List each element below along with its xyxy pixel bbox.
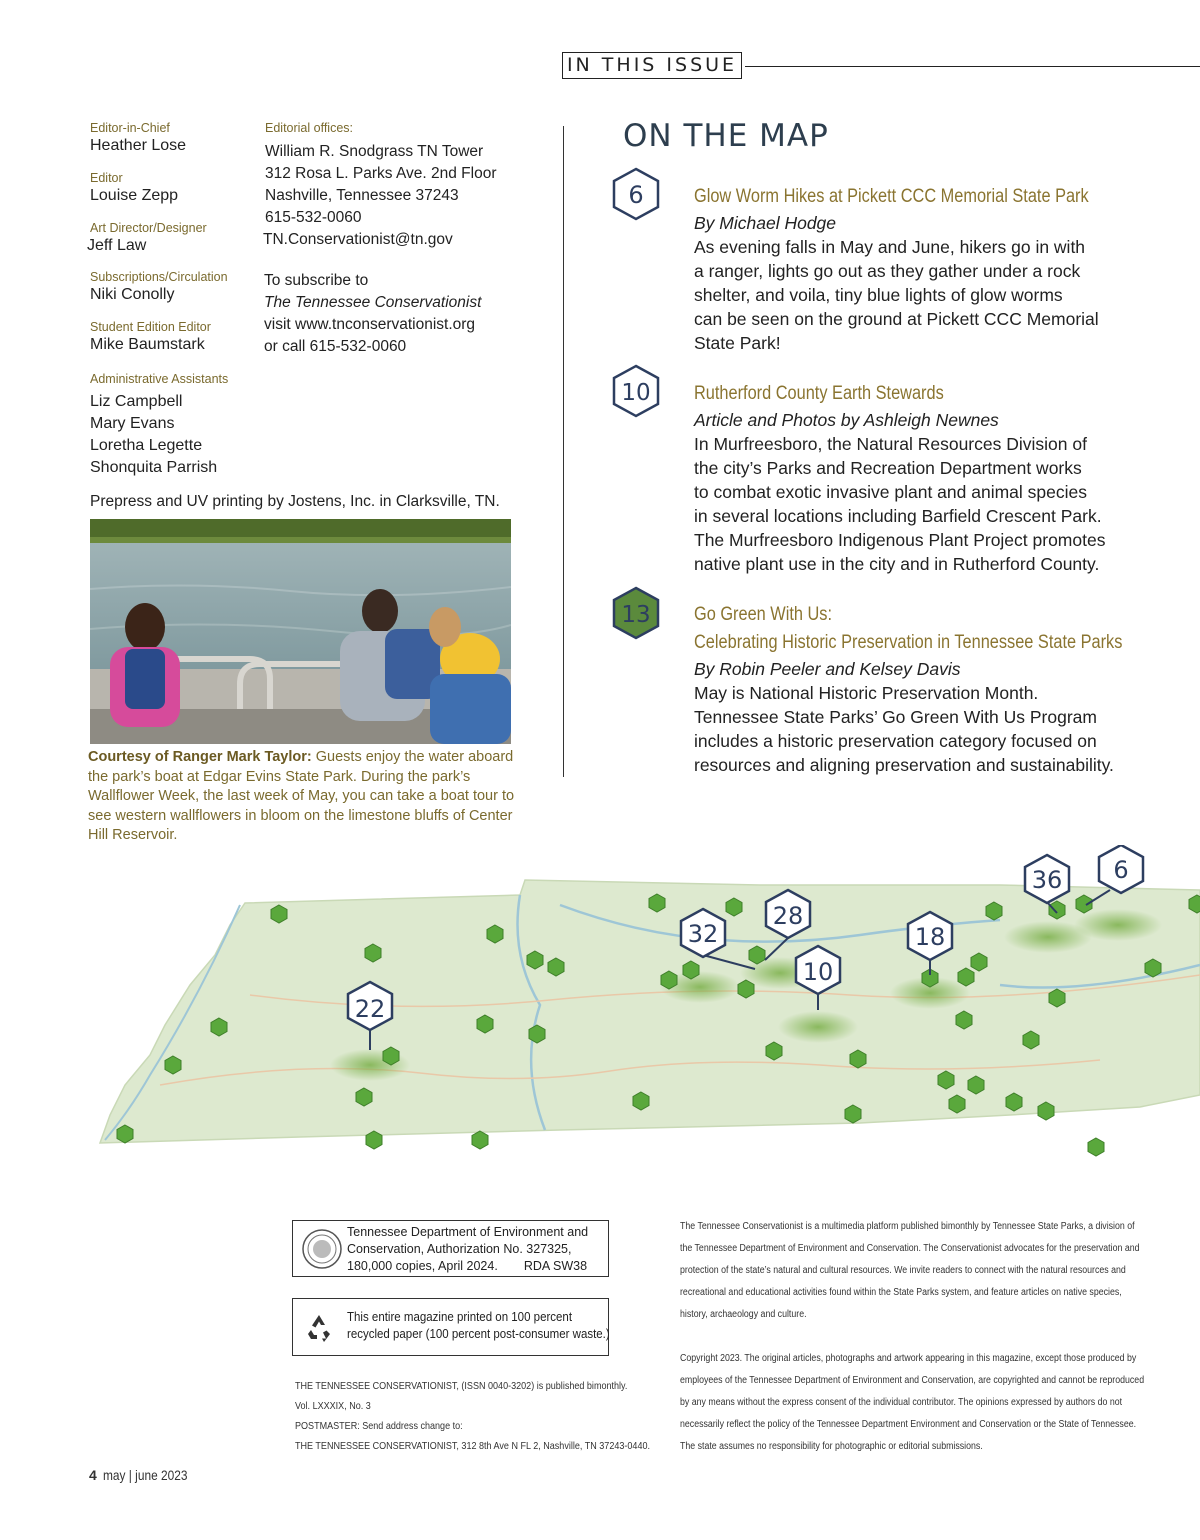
photo-caption [88,748,528,846]
marker-label: 18 [914,923,946,951]
park-dot[interactable] [487,925,503,943]
article-body-line: in several locations including Barfield Crescent Park. [694,506,1102,526]
page-badge-6[interactable] [611,167,661,221]
page-badge-number: 10 [621,380,651,406]
article-body-line: shelter, and voila, tiny blue lights of glow worms [694,285,1063,305]
recycled-box [292,1298,609,1356]
park-dot[interactable] [1023,1031,1039,1049]
article-title[interactable]: Go Green With Us: [694,604,833,625]
article-body-line: resources and aligning preservation and sustainability. [694,755,1114,775]
park-dot[interactable] [366,1131,382,1149]
park-dot[interactable] [738,980,754,998]
park-dot[interactable] [527,951,543,969]
staff-entry: Editor-in-Chief Heather Lose [90,121,187,154]
section-label: IN THIS ISSUE [562,52,742,79]
article-body-line: can be seen on the ground at Pickett CCC Memorial [694,309,1099,329]
boat-photo [90,519,511,744]
park-dot[interactable] [726,898,742,916]
article-title[interactable]: Glow Worm Hikes at Pickett CCC Memorial State Park [694,186,1089,207]
editorial-offices: Editorial offices: William R. Snodgrass TN Tower 312 Rosa L. Parks Ave. 2nd Floor Nashville, Tennessee 37243 615-532-0060 TN.Conservationist@tn.gov [265,121,497,251]
article-body-line: the city’s Parks and Recreation Department works [694,458,1082,478]
header-rule [745,66,1200,67]
park-dot[interactable] [365,944,381,962]
publication-info: THE TENNESSEE CONSERVATIONIST, (ISSN 0040-3202) is published bimonthly. Vol. LXXXIX, No. 3 POSTMASTER: Send address change to: THE TENNESSEE CONSERVATIONIST, 312 8th Ave N FL 2, Nashville, TN 37243-0440. [295,1380,651,1452]
recycled-line: This entire magazine printed on 100 percent [347,1310,573,1324]
park-dot[interactable] [850,1050,866,1068]
park-dot[interactable] [956,1011,972,1029]
office-email[interactable]: TN.Conservationist@tn.gov [263,231,453,248]
park-dot[interactable] [958,968,974,986]
boat-photo-illustration [90,519,511,744]
park-dot[interactable] [1038,1102,1054,1120]
recycled-line: recycled paper (100 percent post-consumer waste.) [347,1327,610,1341]
park-dot[interactable] [271,905,287,923]
staff-entry: Administrative Assistants Liz Campbell Mary Evans Loretha Legette Shonquita Parrish [90,372,229,476]
folio [89,1467,202,1483]
article-body-line: State Park! [694,333,781,353]
article-body-line: As evening falls in May and June, hikers go in with [694,237,1086,257]
article-byline: Article and Photos by Ashleigh Newnes [694,410,999,430]
article-rutherford-earth-stewards[interactable] [694,380,1164,576]
page-badge-13[interactable] [611,586,661,640]
park-dot[interactable] [845,1105,861,1123]
park-dot[interactable] [968,1076,984,1094]
article-glow-worm-hikes[interactable] [694,183,1164,355]
article-body-line: The Murfreesboro Indigenous Plant Project promotes [694,530,1106,550]
authorization-line: 180,000 copies, April 2024. [347,1259,498,1273]
page-badge-number: 6 [628,181,644,209]
marker-label: 10 [802,958,834,986]
authorization-line: Tennessee Department of Environment and [347,1225,589,1239]
subscribe-url[interactable]: visit www.tnconservationist.org [264,316,476,333]
about-text: The Tennessee Conservationist is a multimedia platform published bimonthly by Tennessee State Parks, a division of the Tennessee Department of Environment and Conservation. The Conservationist advocates for the preservation and protection of the state’s natural and cultural resources. We invite readers to connect with the natural resources and recreational and educational activities found within the State Parks system, and feature articles on native species, history, archaeology and culture. [680,1221,1140,1320]
article-body-line: to combat exotic invasive plant and animal species [694,482,1087,502]
park-dot[interactable] [529,1025,545,1043]
article-byline: By Robin Peeler and Kelsey Davis [694,659,961,679]
park-dot[interactable] [356,1088,372,1106]
park-dot[interactable] [548,958,564,976]
state-seal-icon [301,1228,343,1270]
park-dot[interactable] [1145,959,1161,977]
article-body-line: Tennessee State Parks’ Go Green With Us Program [694,707,1097,727]
article-go-green-with-us[interactable] [694,601,1164,777]
marker-label: 6 [1113,856,1129,884]
caption-text: Guests enjoy the water aboard the park’s boat at Edgar Evins State Park. During the park’s Wallflower Week, the last week of May, you can take a boat tour to see western wallflowers in bloom on the limestone bluffs of Center Hill Reservoir. [88,749,515,844]
article-body-line: In Murfreesboro, the Natural Resources Division of [694,434,1087,454]
park-dot[interactable] [938,1071,954,1089]
article-body-line: May is National Historic Preservation Month. [694,683,1039,703]
on-the-map-title: ON THE MAP [623,118,829,154]
staff-entry: Subscriptions/Circulation Niki Conolly [90,270,228,303]
park-dot[interactable] [949,1095,965,1113]
copyright-text: Copyright 2023. The original articles, photographs and artwork appearing in this magazine, except those produced by employees of the Tennessee Department of Environment and Conservation, are copyrighted and cannot be reproduced by any means without the express consent of the individual contributor. The opinions expressed by authors do not necessarily reflect the policy of the Tennessee Department Environment and Conservation or the State of Tennessee. The state assumes no responsibility for photographic or editorial submissions. [680,1353,1145,1452]
park-dot[interactable] [633,1092,649,1110]
park-dot[interactable] [472,1131,488,1149]
park-dot[interactable] [971,953,987,971]
staff-entry: Editor Louise Zepp [90,171,179,204]
park-dot[interactable] [1049,989,1065,1007]
article-byline: By Michael Hodge [694,213,837,233]
printing-credit: Prepress and UV printing by Jostens, Inc. in Clarksville, TN. [90,493,500,510]
article-title[interactable]: Celebrating Historic Preservation in Tennessee State Parks [694,632,1123,653]
issue-date: may | june 2023 [102,1467,188,1483]
authorization-code: RDA SW38 [523,1259,588,1273]
staff-entry: Student Edition Editor Mike Baumstark [90,320,211,353]
tennessee-map [0,845,1200,1165]
park-dot[interactable] [165,1056,181,1074]
authorization-line: Conservation, Authorization No. 327325, [347,1242,572,1256]
caption-credit: Courtesy of Ranger Mark Taylor: [88,749,312,765]
park-dot[interactable] [649,894,665,912]
region-glow [1074,909,1162,941]
park-dot[interactable] [1049,901,1065,919]
article-body-line: a ranger, lights go out as they gather under a rock [694,261,1081,281]
park-dot[interactable] [749,946,765,964]
region-glow [778,1011,858,1043]
marker-label: 32 [687,920,719,948]
article-body-line: includes a historic preservation category focused on [694,731,1097,751]
park-dot[interactable] [383,1047,399,1065]
article-title[interactable]: Rutherford County Earth Stewards [694,383,944,404]
marker-label: 28 [772,902,804,930]
park-dot[interactable] [986,902,1002,920]
park-dot[interactable] [766,1042,782,1060]
park-dot[interactable] [1076,895,1092,913]
article-body-line: native plant use in the city and in Rutherford County. [694,554,1100,574]
park-dot[interactable] [117,1125,133,1143]
page-badge-10[interactable] [611,364,661,418]
park-dot[interactable] [477,1015,493,1033]
subscribe-info: To subscribe to The Tennessee Conservationist visit www.tnconservationist.org or call 615-532-0060 [264,272,482,355]
park-dot[interactable] [1006,1093,1022,1111]
page-badge-number: 13 [621,602,651,628]
authorization-box [292,1220,609,1277]
marker-label: 22 [354,995,386,1023]
staff-entry: Art Director/Designer Jeff Law [87,221,207,254]
column-divider [563,126,564,777]
park-dot[interactable] [683,961,699,979]
park-dot[interactable] [1088,1138,1104,1156]
park-dot[interactable] [661,971,677,989]
page-number: 4 [89,1467,97,1483]
park-dot[interactable] [211,1018,227,1036]
state-shape [100,880,1200,1143]
recycle-icon [303,1312,335,1344]
marker-label: 36 [1031,866,1063,894]
